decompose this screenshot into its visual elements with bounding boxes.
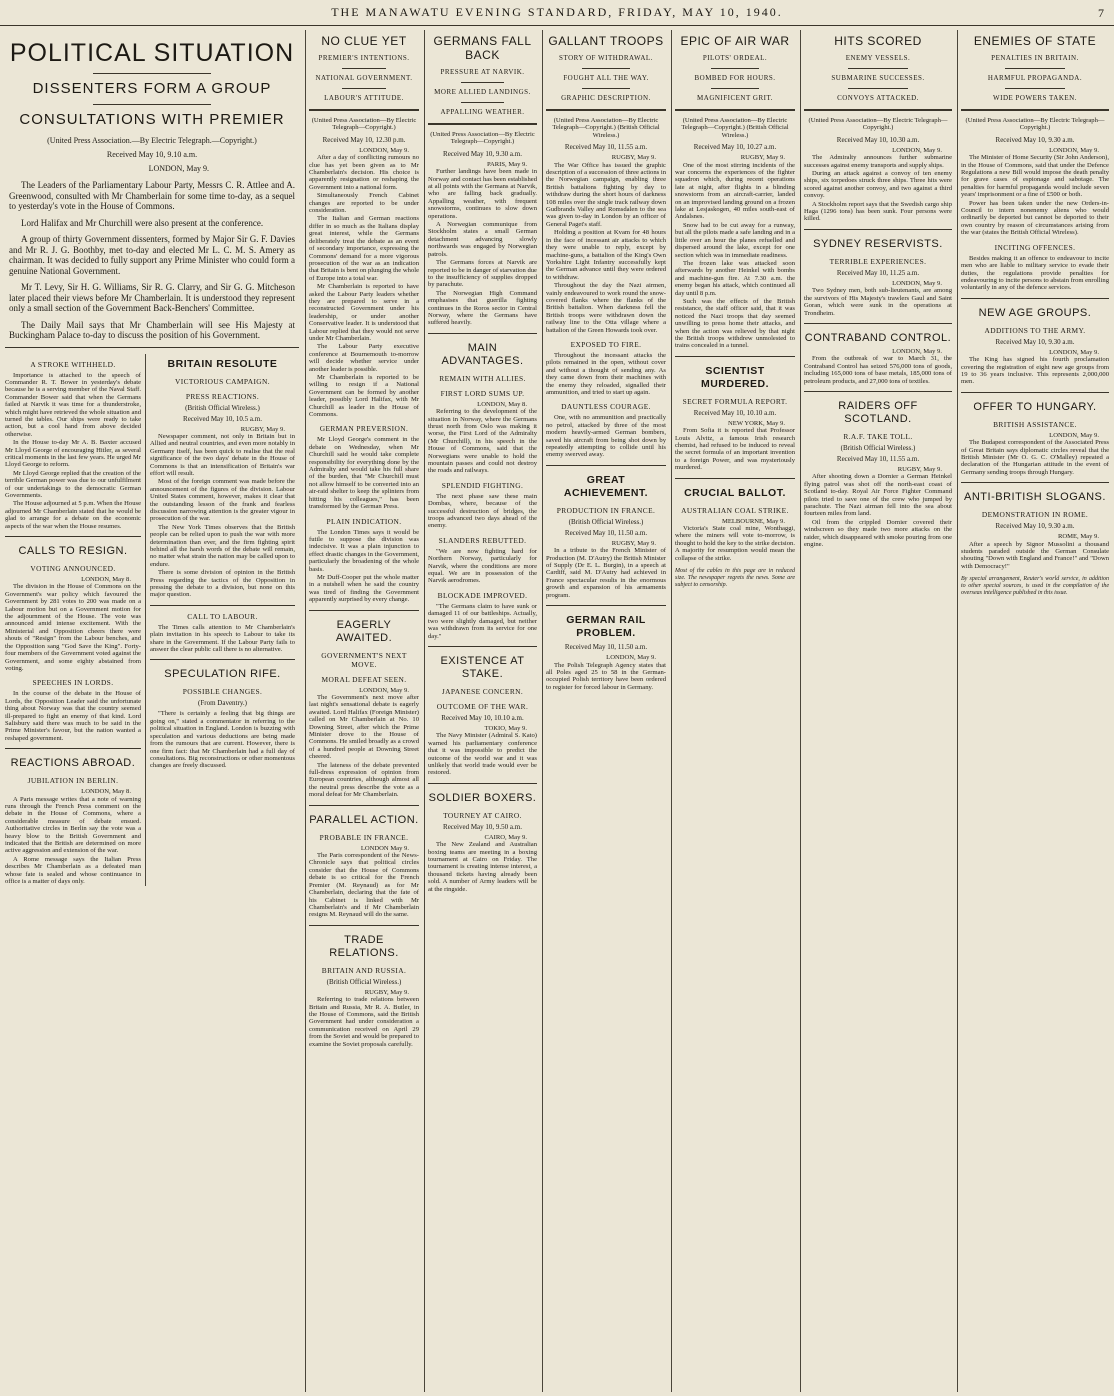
subdeck: PRODUCTION IN FRANCE.	[556, 505, 656, 515]
received-line: Received May 10, 9.50 a.m.	[443, 822, 522, 831]
source-line: (From Daventry.)	[198, 699, 247, 708]
deck: PILOTS' ORDEAL.	[702, 54, 768, 62]
paragraph: Importance is attached to the speech of Commander R. T. Bower in yesterday's debate because he is a serving member of the Naval Staff. Commander Bower said that when the Germans failed at Narvik it was time for a thunderstroke, which might have retrieved the whole situation and turned the tables. Our ships were ready to take action, but a cool hand from above decided otherwise.	[5, 371, 141, 438]
paragraph: There is some division of opinion in the British Press regarding the tactics of the Opposition in pressing the debate to a division, but none on this major question.	[150, 569, 295, 599]
subdeck: R.A.F. TAKE TOLL.	[843, 431, 913, 441]
paragraph: The frozen lake was attacked soon afterwards by another Heinkel with bombs and machine-gun fire. At 7.30 a.m. the enemy began his attack, which continued all day until 8 p.m.	[675, 259, 795, 297]
paragraph: Mr Chamberlain is reported to have asked the Labour Party leaders whether they are prepared to serve in a reconstructed Government under his leadership, or under another Conservative leader. It is understood that Labour replied that they would not serve under Mr Chamberlain.	[309, 283, 419, 342]
paragraph: Mr Duff-Cooper put the whole matter in a nutshell when he said the country was tired of finding the Government apparently surprised by every change.	[309, 573, 419, 604]
dateline: LONDON, May 9.	[892, 146, 942, 154]
received-line: Received May 10, 11.55 a.m.	[836, 454, 920, 463]
paragraph: Throughout the incessant attacks the pilots remained in the open, without cover and without a thought of sending any. As they came down from their machines with the enemy they reloaded, signalled their ammunition, and tried to start up again.	[546, 351, 666, 396]
paragraph: The Germans forces at Narvik are reported to be in danger of starvation due to the insufficiency of supplies dropped by parachute.	[428, 259, 537, 289]
lead-paragraph: A group of thirty Government dissenters, formed by Major Sir G. F. Davies and Mr R. J. G. Boothby, met to-day and elected Mr L. C. M. S. Amery as chairman. It was decided to fully support any Prime Minister who could form a genuine National Government.	[9, 234, 295, 276]
paragraph: The New York Times observes that the British people can be relied upon to push the war with more determination than ever, and the firm fighting spirit behind all the harsh words of the debate will remain, no matter what strain the nation may be called upon to endure.	[150, 523, 295, 568]
column-hits-scored	[800, 30, 955, 1392]
deck: APPALLING WEATHER.	[440, 108, 525, 116]
dateline: TOKIO, May 9.	[484, 724, 527, 732]
deck: PENALTIES IN BRITAIN.	[991, 54, 1079, 62]
paragraph: Most of the foreign comment was made before the announcement of the figures of the division. Labour United States comment, however, makes it clear that the outstanding lesson of the frank and fearless discussion narrowing attention is the greater vigour in prosecution of the war.	[150, 478, 295, 523]
subhead-reactions: REACTIONS ABROAD.	[10, 757, 136, 770]
page-number: 7	[1098, 6, 1104, 20]
paragraph: Further landings have been made in Norway and contact has been established at all points with the Germans at Narvik, who are falling back gradually. Appalling weather, with frequent snowstorms, continues to slow down operations.	[428, 168, 537, 220]
lead-paragraph: The Daily Mail says that Mr Chamberlain will see His Majesty at Buckingham Palace to-day to discuss the position of his Government.	[9, 319, 295, 340]
subhead-anti-british: ANTI-BRITISH SLOGANS.	[964, 491, 1106, 504]
dateline: NEW YORK, May 9.	[728, 419, 785, 427]
source-line: (British Official Wireless.)	[568, 517, 644, 526]
dateline: LONDON, May 9.	[359, 686, 409, 694]
subdeck: AUSTRALIAN COAL STRIKE.	[681, 505, 789, 515]
received-line: Received May 10, 10.30 a.m.	[836, 135, 920, 144]
dateline: LONDON, May 9.	[148, 164, 209, 173]
paragraph: The Italian and German reactions differ in so much as the Italians display great interest, while the Germans deliberately treat the debate as an event of secondary importance, expressing the Commons' demand for a more vigorous prosecution of the war as an indication that Britain is bent on plunging the whole of Europe into a total war.	[309, 215, 419, 282]
lead-paragraph: The Leaders of the Parliamentary Labour Party, Messrs C. R. Attlee and A. Greenwood, consulted with Mr Chamberlain for some time to-day, as a sequel to yesterday's vote in the House of Commons.	[9, 180, 295, 211]
received-line: Received May 10, 9.10 a.m.	[106, 150, 198, 159]
subhead-german-preversion: GERMAN PREVERSION.	[319, 424, 409, 434]
paragraph: Snow had to be cut away for a runway, but all the pilots made a safe landing and in a little over an hour the planes refuelled and dispersed around the lake, except for one section which was in immediate readiness.	[675, 221, 795, 259]
subdeck: BRITAIN AND RUSSIA.	[321, 965, 407, 975]
dateline: RUGBY, May 9.	[740, 154, 785, 162]
paragraph: The Budapest correspondent of the Associated Press of Great Britain says diplomatic circles reveal that the British Minister (Mr O. G. C. O'Malley) repeated a declaration of the Hungarian attitude in the event of Germany sending troops through Hungary.	[961, 439, 1109, 476]
paragraph: Such was the effects of the British resistance, the staff officer said, that it was noticed the Nazi troops that day seemed unwilling to press home their attacks, and when the action was relieved by that night the British troops withdrew unmolested to trains concealed in a tunnel.	[675, 297, 795, 350]
subdeck: REMAIN WITH ALLIES.	[439, 373, 526, 383]
dateline: LONDON, May 8.	[81, 576, 131, 584]
paragraph: Simultaneously French Cabinet changes are reported to be under consideration.	[309, 192, 419, 215]
received-line: Received May 10, 11.25 a.m.	[836, 268, 920, 277]
paragraph: Throughout the day the Nazi airmen, vainly endeavoured to work round the snow-covered flanks where the flanks of the British battalion. When darkness fell the British troops were withdrawn down the railway line to the Otta village where a battalion of the Green Howards took over.	[546, 282, 666, 334]
paragraph: Victoria's State coal mine, Wonthaggi, where the miners will vote to-morrow, is thought to hold the key to the strike decision. A majority for resumption would mean the collapse of the strike.	[675, 525, 795, 562]
paragraph: After a day of conflicting rumours no clue has yet been given as to Mr Chamberlain's decision. His choice is apparently resignation or reshaping the Government into a national form.	[309, 154, 419, 191]
deck: NATIONAL GOVERNMENT.	[315, 74, 413, 82]
dateline: LONDON, May 9.	[1049, 146, 1099, 154]
credit-line: (United Press Association—By Electric Telegraph—Copyright.)	[965, 117, 1105, 132]
dateline: ROME, May 9.	[1057, 533, 1099, 541]
subdeck-jubilation: JUBILATION IN BERLIN.	[27, 776, 119, 786]
paragraph: The Government's next move after last night's sensational debate is eagerly awaited. Lord Halifax (Foreign Minister) called on Mr Chamberlain at No. 10 Downing Street, after which the Prime Minister drove to the House of Commons. He smiled broadly as a crowd of a hundred people at Downing Street cheered.	[309, 693, 419, 761]
paragraph: The Admiralty announces further submarine successes against enemy transports and supply ships.	[804, 154, 952, 169]
received-line: Received May 10, 10.5 a.m.	[183, 414, 262, 423]
dateline: LONDON, May 9.	[1049, 431, 1099, 439]
column-political	[2, 30, 302, 1392]
paragraph: The next phase saw these main Dombas, where, because of the successful destruction of bridges, the troops advanced two days ahead of the enemy.	[428, 492, 537, 530]
dateline: RUGBY, May 9.	[611, 154, 656, 162]
paragraph: The Navy Minister (Admiral S. Kato) warned his parliamentary conference that it was impossible to predict the outcome of the world war and it was unlikely that world trade would ever be restored.	[428, 732, 537, 777]
deck: ENEMY VESSELS.	[845, 54, 911, 62]
subdeck: GOVERNMENT'S NEXT MOVE.	[321, 650, 407, 669]
paragraph: Mr Lloyd George replied that the creation of the terrible German power was due to our unfulfilment of our undertakings to the democratic German Governments.	[5, 469, 141, 499]
dateline: LONDON May 9.	[360, 844, 409, 852]
subdeck: ADDITIONS TO THE ARMY.	[984, 325, 1086, 335]
column-germans-fall-back	[424, 30, 540, 1392]
subhead-dissenters: DISSENTERS FORM A GROUP	[32, 80, 272, 97]
paragraph: "The Germans claim to have sunk or damaged 11 of our battleships. Actually, two were slightly damaged, but neither was withdrawn from its service for one day."	[428, 602, 537, 640]
paragraph: The New Zealand and Australian boxing teams are meeting in a boxing tournament at Cairo on Friday. The tournament is creating intense interest, a thousand tickets having already been sold. A number of Army leaders will be at the ringside.	[428, 841, 537, 893]
dateline: LONDON, May 9.	[892, 279, 942, 287]
received-line: Received May 10, 11.50 a.m.	[564, 643, 648, 652]
subdeck-press: PRESS REACTIONS.	[185, 391, 260, 401]
paragraph: The Polish Telegraph Agency states that all Poles aged 25 to 58 in the German-occupied Polish territory have been ordered to register for forced labour in Germany.	[546, 661, 666, 691]
paragraph: Holding a position at Kvam for 48 hours in the face of incessant air attacks to which they were unable to reply, except by machine-guns, a battalion of the King's Own Yorkshire Light Infantry successfully kept the German advance until they were ordered to withdraw.	[546, 229, 666, 281]
subhead-parallel: PARALLEL ACTION.	[309, 813, 419, 826]
subhead-exposed: EXPOSED TO FIRE.	[570, 339, 642, 349]
paragraph: Besides making it an offence to endeavour to incite men who are liable to military service to evade their duties, the regulations provide penalties for endeavouring to incite persons to abstain from enrolling voluntarily in any of the defence services.	[961, 254, 1109, 292]
headline-gallant-troops: GALLANT TROOPS	[548, 34, 664, 48]
paragraph: In a tribute to the French Minister of Production (M. D'Autry) the British Minister of Supply (Dr E. L. Burgin), in a speech at Cardiff, said M. D'Autry had achieved in France spectacular results in the enormous growth and expansion of his armaments program.	[546, 547, 666, 599]
source-line: (British Official Wireless.)	[185, 403, 260, 412]
subhead-slanders: SLANDERS REBUTTED.	[438, 535, 527, 545]
subhead-stroke: A STROKE WITHHELD.	[30, 359, 116, 369]
subhead-existence: EXISTENCE AT STAKE.	[440, 654, 525, 680]
headline-hits-scored: HITS SCORED	[834, 34, 922, 48]
deck: PREMIER'S INTENTIONS.	[318, 54, 410, 62]
paragraph: Mr Chamberlain is reported to be willing to resign if a National Government can be formed by another leader, possibly Lord Halifax, with Mr Churchill as leader in the House of Commons.	[309, 374, 419, 419]
credit-line: (United Press Association—By Electric Telegraph—Copyright.) (British Official Wireless.)	[552, 117, 660, 139]
credit-line: (United Press Association.—By Electric Telegraph.—Copyright.)	[47, 136, 257, 145]
paragraph: The division in the House of Commons on the Government's war policy which favoured the Government by 281 votes to 200 was made on a Labour motion but on a Government motion for the adjournment of the House. The vote was announced amid intense excitement. With the Ministerial and Opposition cheers there were shouts of "Resign" from the Labour benches, and the Opposition sang "God Save the King". Forty-four members of the Government voted against the Government, and some eighty abstained from voting.	[5, 583, 141, 672]
subhead-soldier-boxers: SOLDIER BOXERS.	[428, 791, 537, 804]
paragraph: The Labour Party executive conference at Bournemouth to-morrow will decide whether service under another leader is possible.	[309, 343, 419, 373]
paragraph: Power has been taken under the new Orders-in-Council to intern nonenemy aliens who would ordinarily be deported but cannot be deported to their own country by reason of circumstances arising from the war (states the British Official Wireless).	[961, 199, 1109, 237]
paragraph: The Norwegian High Command emphasises that guerilla fighting continues in the Roros sector in Central Norway, where the Germans have suffered heavily.	[428, 289, 537, 327]
paragraph: The Times calls attention to Mr Chamberlain's plain invitation in his speech to Labour to take its share in the Government. If the Labour Party fails to answer the clear public call there is no alternative.	[150, 623, 295, 654]
received-line: Received May 10, 10.10 a.m.	[441, 713, 524, 722]
dateline: CAIRO, May 9.	[484, 833, 527, 841]
paragraph: Newspaper comment, not only in Britain but in Allied and neutral countries, and even more notably in Germany itself, has been quick to realise that the real significance of the two days' debate in the House of Commons is that an intensification of Britain's war effort will result.	[150, 432, 295, 477]
subhead-main-advantages: MAIN ADVANTAGES.	[441, 341, 524, 367]
column-gallant-troops	[542, 30, 669, 1392]
deck: SUBMARINE SUCCESSES.	[831, 74, 925, 82]
deck: GRAPHIC DESCRIPTION.	[561, 94, 651, 102]
received-line: Received May 10, 9.30 a.m.	[995, 522, 1075, 531]
subdeck-victorious: VICTORIOUS CAMPAIGN.	[174, 376, 271, 386]
subdeck: DEMONSTRATION IN ROME.	[981, 510, 1089, 520]
received-line: Received May 10, 9.30 a.m.	[995, 135, 1075, 144]
paragraph: Referring to the development of the situation in Norway, where the Germans thrust north from Oslo was making it worse, the First Lord of the Admiralty (Mr Churchill), in his speech in the House of Commons, said that the Norwegians were unable to hold the mountain passes and could not destroy the roads and railways.	[428, 408, 537, 475]
paragraph: The House adjourned at 5 p.m. When the House adjourned Mr Chamberlain stated that he would be glad to arrange for a debate on the economic aspects of the war when the House resumes.	[5, 500, 141, 530]
paragraph: The Paris correspondent of the News-Chronicle says that political circles consider that the House of Commons debate is so critical for the French Premier (M. Reynaud) as for Mr Chamberlain, declaring that the fate of his Cabinet is linked with Mr Chamberlain's and if Mr Chamberlain resigns M. Reynaud will do the same.	[309, 852, 419, 919]
headline-political-situation: POLITICAL SITUATION	[9, 39, 295, 67]
subhead-scientist: SCIENTIST MURDERED.	[700, 364, 770, 390]
received-line: Received May 10, 9.30 a.m.	[995, 337, 1075, 346]
paragraph: The lateness of the debate prevented full-dress expression of opinion from European countries, although almost all the neutral press describe the vote as a moral defeat for Mr Chamberlain.	[309, 761, 419, 799]
paragraph: "We are now fighting hard for Northern Norway, particularly for Narvik, where the conditions are more equal. We are in possession of the Narvik aerodromes.	[428, 547, 537, 585]
paragraph: The King has signed his fourth proclamation covering the registration of eight new age groups from 19 to 36 years inclusive. This represents 2,000,000 men.	[961, 356, 1109, 386]
paragraph: From Sofia it is reported that Professor Louis Alvitz, a famous Irish research chemist, had refused to be induced to reveal the secret formula of an important invention to a foreign Power, and was mysteriously murdered.	[675, 427, 795, 472]
received-line: Received May 10, 10.27 a.m.	[693, 143, 777, 152]
paragraph: The War Office has issued the graphic description of a succession of three actions in the Norwegian campaign, enabling three British battalions fighting by day to withdraw during the short hours of darkness 108 miles over the single track railway down Gudbrands Valley and Romsdalen to the sea was given to-day in London by an officer of General Paget's staff.	[546, 161, 666, 228]
paragraph: After shooting down a Dornier a German Heinkel flying patrol was shot off the north-east coast of Scotland to-day. Royal Air Force Fighter Command pilots tried to save one of the crew who jumped by parachute. The Nazi airman fell into the sea about fourteen miles from land.	[804, 473, 952, 518]
dateline: LONDON, May 9.	[892, 347, 942, 355]
subdeck: MORAL DEFEAT SEEN.	[321, 674, 407, 684]
headline-epic-air-war: EPIC OF AIR WAR	[680, 34, 790, 48]
column-no-clue	[305, 30, 422, 1392]
subhead-blockade: BLOCKADE IMPROVED.	[437, 590, 528, 600]
paragraph: Referring to trade relations between Britain and Russia, Mr R. A. Butler, in the House of Commons, said the British Government had under consideration a communication received on April 29 from the Soviet and would be prepared to examine the Soviet proposals carefully.	[309, 996, 419, 1048]
subdeck-voting: VOTING ANNOUNCED.	[30, 564, 116, 574]
subdeck: OUTCOME OF THE WAR.	[436, 701, 529, 711]
deck: HARMFUL PROPAGANDA.	[987, 74, 1083, 82]
paragraph: A Stockholm report says that the Swedish cargo ship Haga (1296 tons) has been sunk. Four persons were killed.	[804, 200, 952, 223]
credit-line: (United Press Association—By Electric Telegraph—Copyright.)	[808, 117, 948, 132]
subhead-trade: TRADE RELATIONS.	[329, 933, 399, 959]
paragraph: "There is certainly a feeling that big things are going on," stated a commentator in referring to the political situation in England. London is buzzing with speculation and various deductions are being made from the rumours that are current. However, there is one firm fact: that Mr Chamberlain had a full day of consultations. Big reconstructions or other momentous changes are freely discussed.	[150, 710, 295, 770]
dateline: RUGBY, May 9.	[611, 539, 656, 547]
subhead-consultations: CONSULTATIONS WITH PREMIER	[19, 111, 285, 128]
subdeck: TOURNEY AT CAIRO.	[443, 810, 522, 820]
paragraph: In the course of the debate in the House of Lords, the Opposition Leader said the unfortunate thing about Norway was that the country seemed ill-prepared to fight an enemy of that kind. Lord Salisbury said there was much to be said in the Prime Minister's favour, but the nation wanted a reshaped government.	[5, 690, 141, 742]
paragraph: After a speech by Signor Mussolini a thousand students paraded outside the German Consulate shouting "Down with England and France!" and "Down with Democracy!"	[961, 540, 1109, 570]
deck: STORY OF WITHDRAWAL.	[559, 54, 653, 62]
deck: MAGNIFICENT GRIT.	[697, 94, 773, 102]
subhead-eagerly: EAGERLY AWAITED.	[335, 618, 393, 644]
deck: CONVOYS ATTACKED.	[837, 94, 919, 102]
dateline: LONDON, May 9.	[606, 654, 656, 662]
paragraph: From the outbreak of war to March 31, the Contraband Control has seized 576,000 tons of goods, including 165,000 tons of base metals, 185,000 tons of petroleum products, and 27,000 tons of textiles.	[804, 355, 952, 385]
paragraph: One of the most stirring incidents of the war concerns the experiences of the fighter squadron which, during recent operations late at night, after flights in a blinding snowstorm from an aircraft-carrier, landed on an improvised landing ground on a frozen lake at Lesjaskogen, 40 miles south-east of Andalsnes.	[675, 161, 795, 221]
subhead-german-rail: GERMAN RAIL PROBLEM.	[566, 614, 646, 640]
received-line: Received May 10, 9.30 a.m.	[443, 149, 522, 158]
subdeck: JAPANESE CONCERN.	[441, 686, 524, 696]
source-line: (British Official Wireless.)	[840, 443, 916, 452]
paragraph: One, with no ammunition and practically no petrol, attacked by three of the most modern heavily-armed German bombers, saved his aircraft from being shot down by repeatedly attempting to collide until his enemy swerved away.	[546, 414, 666, 459]
paragraph: A Norwegian communique from Stockholm states a small German detachment advancing slowly northwards was engaged by Norwegian patrols.	[428, 221, 537, 258]
subhead-calls: CALLS TO RESIGN.	[18, 545, 128, 558]
subdeck: SECRET FORMULA REPORT.	[682, 396, 788, 406]
subdeck: TERRIBLE EXPERIENCES.	[829, 256, 927, 266]
headline-britain-resolute: BRITAIN RESOLUTE	[167, 357, 278, 370]
subhead-crucial-ballot: CRUCIAL BALLOT.	[684, 486, 786, 499]
received-line: Received May 10, 11.50 a.m.	[564, 528, 648, 537]
column-enemies-of-state	[957, 30, 1112, 1392]
subhead-offer-hungary: OFFER TO HUNGARY.	[973, 400, 1097, 413]
subhead-plain: PLAIN INDICATION.	[326, 516, 402, 526]
deck: FOUGHT ALL THE WAY.	[563, 74, 649, 82]
paragraph: In the House to-day Mr A. B. Baxter accused Mr Lloyd George of encouraging Hitler, as several critical moments in the last few years. He urged Mr Lloyd George to reform.	[5, 439, 141, 469]
dateline: RUGBY, May 9.	[240, 425, 285, 433]
deck: PRESSURE AT NARVIK.	[440, 68, 525, 76]
paragraph: A Rome message says the Italian Press describes Mr Chamberlain as a defeated man whose fate is sealed and whose continuance in office is a matter of days only.	[5, 855, 141, 886]
deck: WIDE POWERS TAKEN.	[993, 94, 1077, 102]
subhead-inciting: INCITING OFFENCES.	[994, 242, 1076, 252]
subhead-splendid: SPLENDID FIGHTING.	[441, 480, 524, 490]
subhead-sydney: SYDNEY RESERVISTS.	[813, 237, 943, 250]
paragraph: Oil from the crippled Dornier covered their windscreen so they made two more attacks on the raider, which disappeared with smoke pouring from one engine.	[804, 518, 952, 548]
masthead-title: THE MANAWATU EVENING STANDARD, FRIDAY, MAY 10, 1940.	[331, 5, 783, 19]
subdeck: PROBABLE IN FRANCE.	[319, 832, 409, 842]
dateline: LONDON, May 8.	[81, 788, 131, 796]
subhead-speeches: SPEECHES IN LORDS.	[32, 678, 114, 688]
deck: MORE ALLIED LANDINGS.	[434, 88, 531, 96]
subhead-contraband: CONTRABAND CONTROL.	[804, 331, 952, 344]
source-line: (British Official Wireless.)	[326, 977, 402, 986]
paragraph: During an attack against a convoy of ten enemy ships, six torpedoes struck three ships. Three hits were scored against another convoy, and two against a third convoy.	[804, 170, 952, 200]
headline-no-clue: NO CLUE YET	[321, 34, 407, 48]
paragraph: Two Sydney men, both sub-lieutenants, are among the survivors of His Majesty's trawlers Gaul and Saint Goran, which were sunk in the operations at Trondheim.	[804, 287, 952, 317]
footnote: By special arrangement, Reuter's world service, in addition to other special sources, is used in the compilation of the overseas intelligence published in this issue.	[961, 576, 1109, 597]
paragraph: A Paris message writes that a note of warning runs through the French Press comment on the debate in the House of Commons, where a considerable measure of debate ensued. Authoritative circles in Berlin say the vote was a heavy blow to the British Government and indicated that the British are determined on more active aggression and extension of the war.	[5, 795, 141, 855]
dateline: MELBOURNE, May 9.	[721, 517, 785, 525]
credit-line: (United Press Association—By Electric Telegraph—Copyright.)	[311, 117, 417, 132]
subhead-call-to-labour: CALL TO LABOUR.	[187, 611, 258, 621]
column-epic-air-war	[671, 30, 798, 1392]
headline-germans-fall-back: GERMANS FALL BACK	[433, 34, 532, 62]
subhead-great-achievement: GREAT ACHIEVEMENT.	[563, 473, 649, 499]
credit-line: (United Press Association—By Electric Telegraph—Copyright.) (British Official Wireless.)	[681, 117, 789, 139]
paragraph: The London Times says it would be futile to suppose the division was indecisive. It was a plain injunction to effect drastic changes in the Government, particularly the broadening of the whole basis.	[309, 528, 419, 573]
subhead-speculation: SPECULATION RIFE.	[164, 668, 281, 681]
subhead-raiders: RAIDERS OFF SCOTLAND.	[838, 399, 918, 425]
credit-line: (United Press Association—By Electric Telegraph—Copyright.)	[430, 131, 535, 146]
dateline: LONDON, May 8.	[477, 400, 527, 408]
dateline: RUGBY, May 9.	[364, 988, 409, 996]
dateline: LONDON, May 9.	[1049, 348, 1099, 356]
lead-paragraph: Lord Halifax and Mr Churchill were also present at the conference.	[21, 217, 264, 228]
subdeck-changes: POSSIBLE CHANGES.	[182, 687, 263, 697]
deck: LABOUR'S ATTITUDE.	[324, 94, 404, 102]
dateline: RUGBY, May 9.	[897, 465, 942, 473]
subdeck: FIRST LORD SUMS UP.	[440, 388, 525, 398]
paragraph: The Minister of Home Security (Sir John Anderson), in the House of Commons, said that under the Defence Regulations a new Bill would impose the death penalty for grave cases of espionage and sabotage. The penalties for harmful propaganda would include seven years' imprisonment or a fine of £500 or both.	[961, 154, 1109, 199]
subhead-dauntless: DAUNTLESS COURAGE.	[561, 402, 651, 412]
lead-paragraph: Mr T. Levy, Sir H. G. Williams, Sir R. G. Clarry, and Sir G. G. Mitcheson later placed their views before Mr Chamberlain. It is understood they represent only a small section of the Government Back-Benchers' Committee.	[9, 282, 295, 313]
masthead	[0, 0, 1114, 26]
dateline: PARIS, May 9.	[486, 160, 527, 168]
dateline: LONDON, May 9.	[359, 146, 409, 154]
received-line: Received May 10, 10.10 a.m.	[693, 408, 777, 417]
deck: BOMBED FOR HOURS.	[694, 74, 776, 82]
received-line: Received May 10, 12.30 p.m.	[322, 135, 406, 144]
subhead-new-age-groups: NEW AGE GROUPS.	[978, 306, 1092, 319]
subdeck: BRITISH ASSISTANCE.	[993, 419, 1077, 429]
footnote: Most of the cables in this page are in reduced size. The newspaper regrets the news. Some are subject to censorship.	[675, 568, 795, 589]
paragraph: Mr Lloyd George's comment in the debate on Wednesday, when Mr Churchill said he would take complete responsibility for everything done by the Admiralty and would take his full share of the burden, that "Mr Churchill must not allow himself to be converted into an air-raid shelter to keep the splinters from hitting his colleagues," has been transformed by the German Press.	[309, 436, 419, 511]
received-line: Received May 10, 11.55 a.m.	[564, 143, 648, 152]
headline-enemies-of-state: ENEMIES OF STATE	[973, 34, 1097, 48]
